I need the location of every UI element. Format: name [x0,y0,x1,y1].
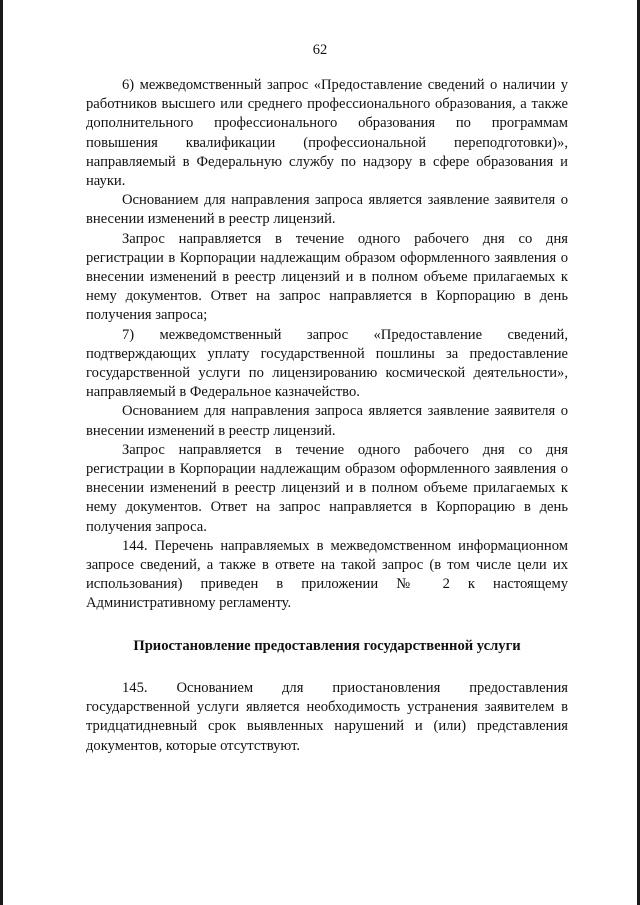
paragraph-144: 144. Перечень направляемых в межведомственном информационном запросе сведений, а также в ответе на такой запрос (в том числе цели их использования) приведен в приложении № 2 к настоящему Административному регламенту. [86,537,568,612]
page-number: 62 [312,42,328,58]
paragraph-item-7: 7) межведомственный запрос «Предоставление сведений, подтверждающих уплату государственной пошлины за предоставление государственной услуги по лицензированию космической деятельности», направляемый в Федеральное казначейство. [86,326,568,401]
paragraph-timing-1: Запрос направляется в течение одного рабочего дня со дня регистрации в Корпорации надлежащим образом оформленного заявления о внесении изменений в реестр лицензий и в полном объеме прилагаемых к нему документов. Ответ на запрос направляется в Корпорацию в день получения запроса; [86,230,568,324]
paragraph-145: 145. Основанием для приостановления предоставления государственной услуги является необходимость устранения заявителем в тридцатидневный срок выявленных нарушений и (или) представления документов, которые отсутствуют. [86,679,568,754]
section-heading: Приостановление предоставления государственной услуги [133,637,521,654]
paragraph-item-6: 6) межведомственный запрос «Предоставление сведений о наличии у работников высшего или среднего профессионального образования, а также дополнительного профессионального образования по программам повышения квалификации (профессиональной переподготовки)», направляемый в Федеральную службу по надзору в сфере образования и науки. [86,77,568,190]
scan-border-left [0,0,3,905]
paragraph-timing-2: Запрос направляется в течение одного рабочего дня со дня регистрации в Корпорации надлежащим образом оформленного заявления о внесении изменений в реестр лицензий и в полном объеме прилагаемых к нему документов. Ответ на запрос направляется в Корпорацию в день получения запроса. [86,441,568,535]
paragraph-basis-2: Основанием для направления запроса является заявление заявителя о внесении изменений в реестр лицензий. [86,403,568,439]
document-body [86,76,568,756]
paragraph-basis-1: Основанием для направления запроса является заявление заявителя о внесении изменений в реестр лицензий. [86,192,568,228]
